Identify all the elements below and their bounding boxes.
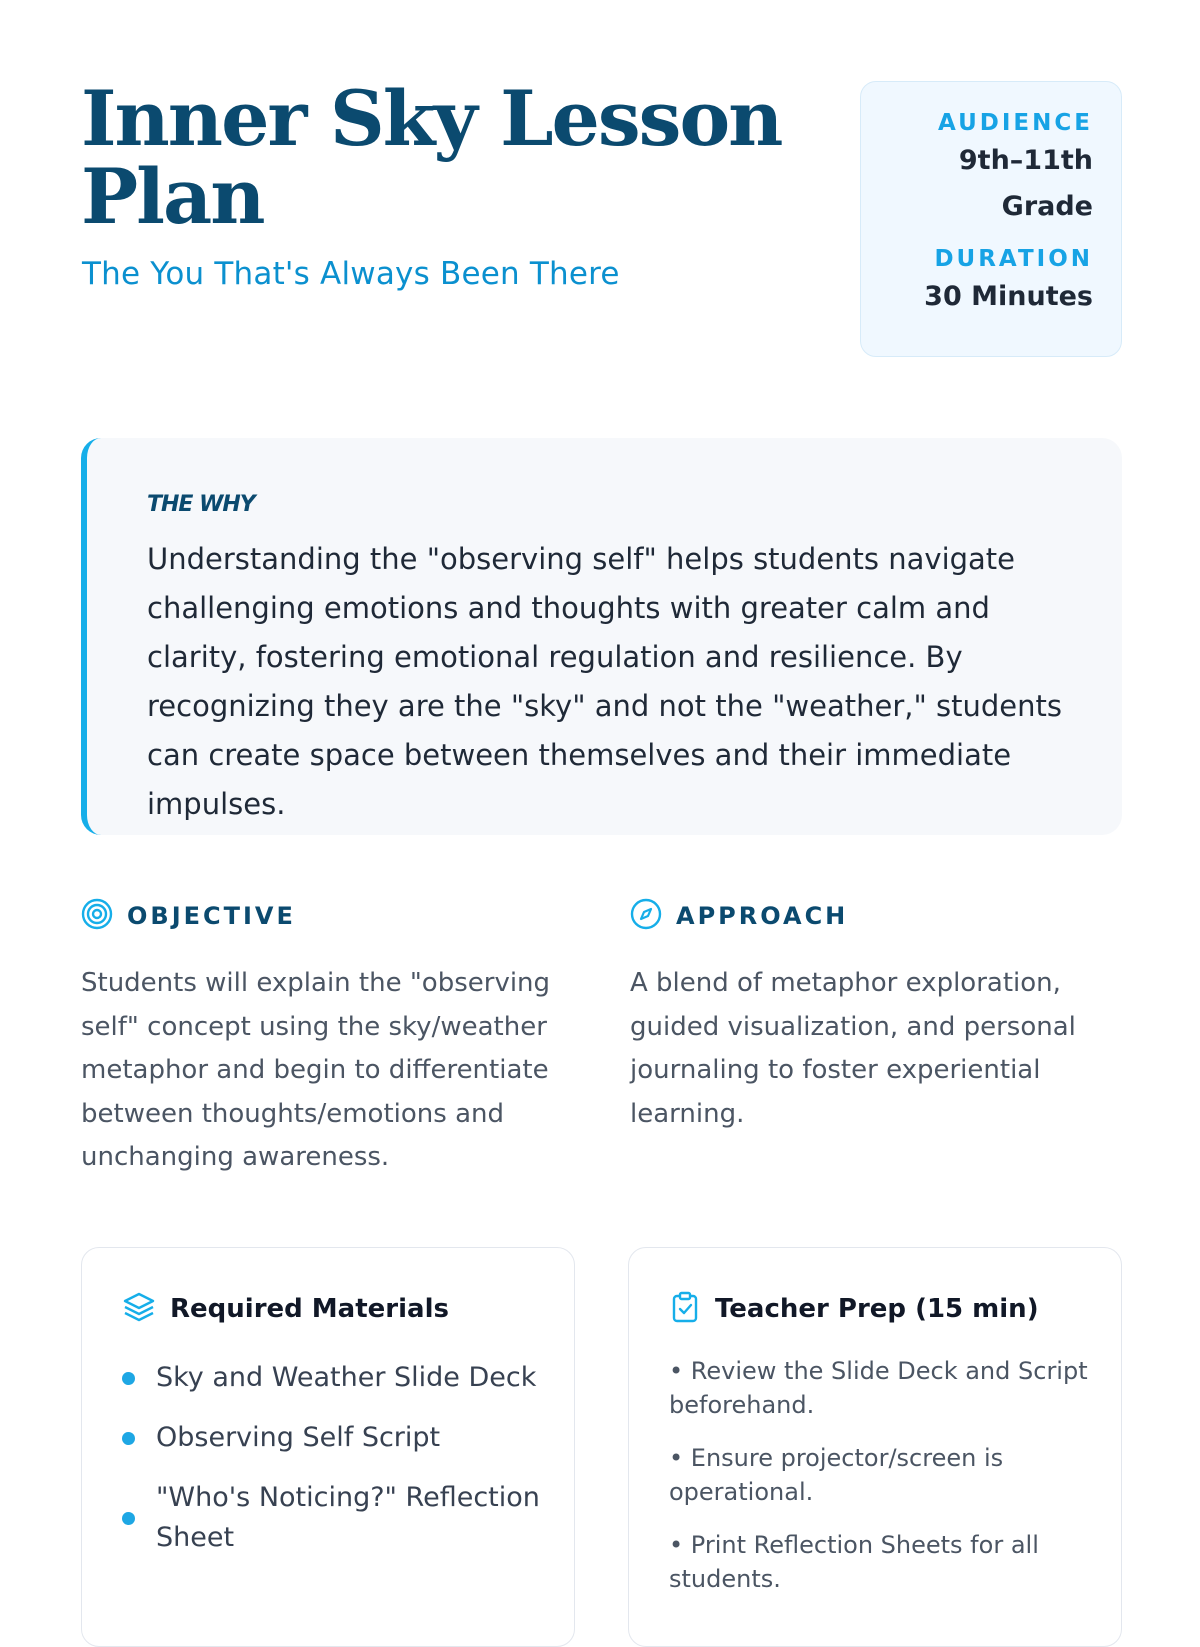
audience-label: AUDIENCE	[938, 110, 1093, 136]
clipboard-check-icon	[669, 1290, 701, 1328]
materials-card	[81, 1247, 575, 1647]
page-title: Inner Sky Lesson Plan	[81, 74, 782, 241]
duration-label: DURATION	[934, 246, 1093, 272]
list-item: • Ensure projector/screen is operational.	[669, 1444, 1004, 1506]
prep-card	[628, 1247, 1122, 1647]
materials-title: Required Materials	[170, 1294, 449, 1324]
why-card	[81, 438, 1122, 835]
list-item: Sky and Weather Slide Deck	[122, 1358, 542, 1398]
list-item: Observing Self Script	[122, 1418, 542, 1458]
materials-list	[122, 1358, 542, 1578]
list-item: "Who's Noticing?" Reflection Sheet	[122, 1478, 542, 1558]
page-subtitle: The You That's Always Been There	[82, 256, 620, 292]
why-label: THE WHY	[147, 492, 255, 517]
why-text: Understanding the "observing self" helps students navigate challenging emotions and thoughts with greater calm and clarity, fostering emotional regulation and resilience. By recognizing they are the "sky" and not the "weather," students can create space between themselves and their immediate impulses.	[147, 542, 1063, 821]
approach-text: A blend of metaphor exploration, guided visualization, and personal journaling to foster experiential learning.	[630, 968, 1076, 1129]
approach-label: APPROACH	[676, 902, 849, 930]
prep-title: Teacher Prep (15 min)	[715, 1294, 1039, 1324]
list-item: • Print Reflection Sheets for all students.	[669, 1531, 1039, 1593]
prep-heading	[669, 1290, 1039, 1328]
objective-text: Students will explain the "observing self" concept using the sky/weather metaphor and begin to differentiate between thoughts/emotions and unchanging awareness.	[81, 968, 551, 1172]
layers-icon	[122, 1290, 156, 1328]
objective-label: OBJECTIVE	[127, 902, 296, 930]
compass-icon	[630, 898, 662, 934]
materials-heading	[122, 1290, 449, 1328]
duration-value: 30 Minutes	[924, 281, 1093, 312]
list-item: • Review the Slide Deck and Script beforehand.	[669, 1357, 1088, 1419]
prep-list	[669, 1354, 1089, 1615]
audience-value: 9th–11th Grade	[958, 145, 1093, 222]
meta-card	[860, 81, 1122, 357]
objective-heading	[81, 898, 296, 934]
target-icon	[81, 898, 113, 934]
approach-heading	[630, 898, 848, 934]
